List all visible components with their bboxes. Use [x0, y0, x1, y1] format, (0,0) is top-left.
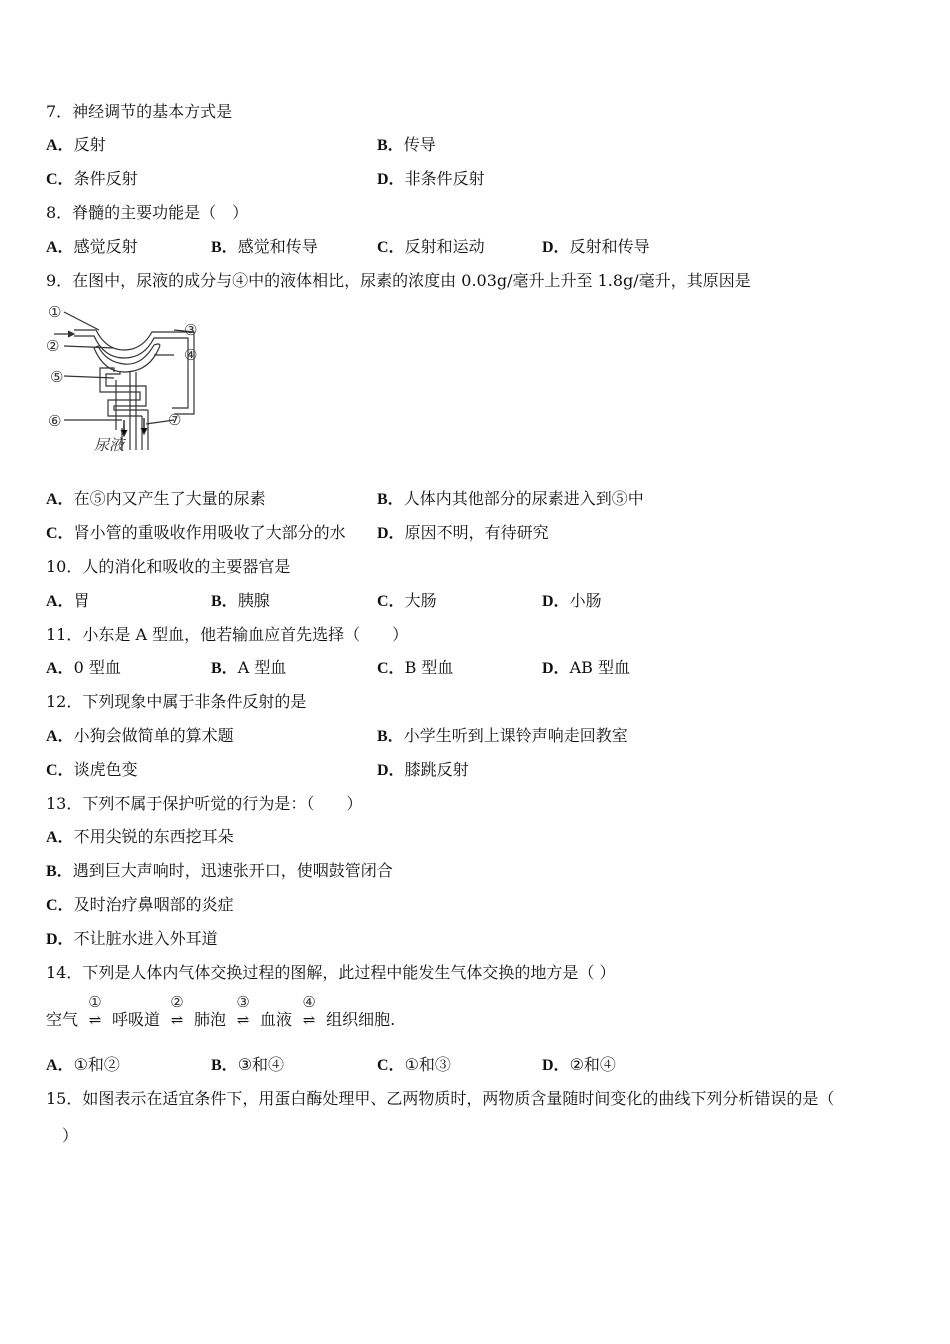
- q8-option-c: C．反射和运动: [377, 237, 485, 256]
- q14-option-d: D．②和④: [542, 1055, 616, 1074]
- q12-option-c: C．谈虎色变: [46, 760, 138, 779]
- q13-option-b: B．遇到巨大声响时，迅速张开口，使咽鼓管闭合: [46, 861, 393, 880]
- label-4: ④: [184, 346, 198, 364]
- question-14-stem: 14．下列是人体内气体交换过程的图解，此过程中能发生气体交换的地方是（ ）: [46, 963, 616, 982]
- q10-option-c: C．大肠: [377, 591, 437, 610]
- q8-option-b: B．感觉和传导: [211, 237, 318, 256]
- q11-option-b: B．A 型血: [211, 658, 287, 677]
- label-3: ③: [184, 321, 198, 339]
- question-13-stem: 13．下列不属于保护听觉的行为是：（ ）: [46, 794, 363, 813]
- q14-option-b: B．③和④: [211, 1055, 285, 1074]
- q14-option-c: C．①和③: [377, 1055, 451, 1074]
- q12-option-d: D．膝跳反射: [377, 760, 469, 779]
- q8-option-d: D．反射和传导: [542, 237, 650, 256]
- question-7-stem: 7．神经调节的基本方式是: [46, 102, 233, 121]
- question-15-stem-end: ）: [62, 1126, 79, 1145]
- q10-option-a: A．胃: [46, 591, 90, 610]
- q11-option-d: D．AB 型血: [542, 658, 630, 677]
- q9-option-b: B．人体内其他部分的尿素进入到⑤中: [377, 489, 644, 508]
- question-12-stem: 12．下列现象中属于非条件反射的是: [46, 692, 307, 711]
- q12-option-a: A．小狗会做简单的算术题: [46, 726, 234, 745]
- q13-option-a: A．不用尖锐的东西挖耳朵: [46, 827, 234, 846]
- q9-option-d: D．原因不明，有待研究: [377, 523, 549, 542]
- label-2: ②: [46, 337, 60, 355]
- question-10-stem: 10．人的消化和吸收的主要器官是: [46, 557, 291, 576]
- q14-option-a: A．①和②: [46, 1055, 120, 1074]
- label-1: ①: [48, 303, 62, 321]
- nephron-diagram: [44, 300, 224, 460]
- q9-option-c: C．肾小管的重吸收作用吸收了大部分的水: [46, 523, 346, 542]
- gas-exchange-equation: 空气 ① ⇌ 呼吸道 ② ⇌ 肺泡 ③ ⇌ 血液 ④ ⇌ 组织细胞.: [46, 993, 396, 1029]
- q13-option-d: D．不让脏水进入外耳道: [46, 929, 218, 948]
- q11-option-c: C．B 型血: [377, 658, 454, 677]
- q7-option-d: D．非条件反射: [377, 169, 485, 188]
- question-8-stem: 8．脊髓的主要功能是（ ）: [46, 203, 249, 222]
- q9-option-a: A．在⑤内又产生了大量的尿素: [46, 489, 266, 508]
- label-7: ⑦: [168, 411, 182, 429]
- q7-option-c: C．条件反射: [46, 169, 138, 188]
- q13-option-c: C．及时治疗鼻咽部的炎症: [46, 895, 234, 914]
- question-9-stem: 9．在图中，尿液的成分与④中的液体相比，尿素的浓度由 0.03g/毫升上升至 1.8g/毫升，其原因是: [46, 271, 751, 290]
- q7-option-b: B．传导: [377, 135, 436, 154]
- q7-option-a: A．反射: [46, 135, 106, 154]
- q8-option-a: A．感觉反射: [46, 237, 138, 256]
- urine-caption: 尿液: [94, 436, 125, 454]
- label-5: ⑤: [50, 368, 64, 386]
- q10-option-b: B．胰腺: [211, 591, 270, 610]
- q10-option-d: D．小肠: [542, 591, 602, 610]
- q12-option-b: B．小学生听到上课铃声响走回教室: [377, 726, 628, 745]
- question-11-stem: 11．小东是 A 型血，他若输血应首先选择（ ）: [46, 625, 409, 644]
- question-15-stem: 15．如图表示在适宜条件下，用蛋白酶处理甲、乙两物质时，两物质含量随时间变化的曲线下列分析错误的是（: [46, 1089, 835, 1108]
- label-6: ⑥: [48, 412, 62, 430]
- q11-option-a: A．0 型血: [46, 658, 121, 677]
